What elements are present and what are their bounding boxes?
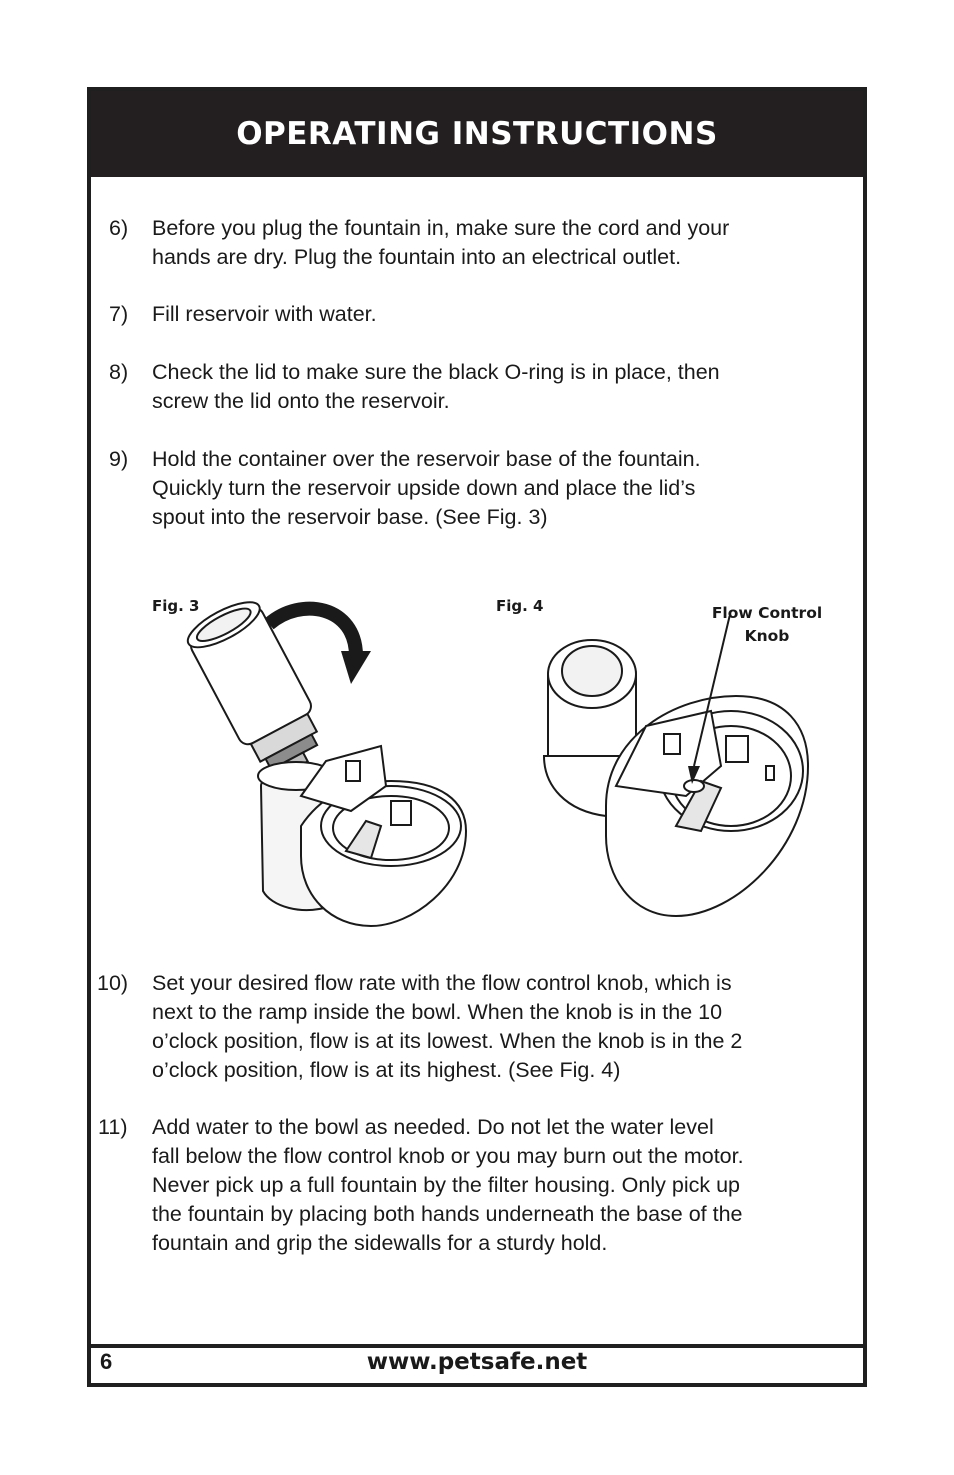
step-text: Add water to the bowl as needed. Do not let the water level fall below the flow control knob or you may burn out the motor. Never pick up a full fountain by the filter housing. Only pick up the fountain by placing both hands underneath the base of the fountain and grip the sidewalls for a sturdy hold. bbox=[152, 1115, 744, 1255]
step-number: 10) bbox=[97, 971, 129, 995]
step-text: Fill reservoir with water. bbox=[152, 302, 377, 326]
fig4-label: Fig. 4 bbox=[496, 597, 544, 615]
step-number: 8) bbox=[109, 360, 129, 384]
step-text: Check the lid to make sure the black O-ring is in place, then screw the lid onto the reservoir. bbox=[152, 360, 720, 413]
step-text: Hold the container over the reservoir base of the fountain. Quickly turn the reservoir upside down and place the lid’s spout into the reservoir base. (See Fig. 3) bbox=[152, 447, 701, 529]
website-url: www.petsafe.net bbox=[366, 1349, 588, 1375]
step-number: 7) bbox=[109, 302, 129, 326]
step-number: 11) bbox=[98, 1115, 128, 1139]
step-text: Before you plug the fountain in, make sure the cord and your hands are dry. Plug the fountain into an electrical outlet. bbox=[152, 216, 730, 269]
fountain-assembled-illustration bbox=[536, 616, 811, 936]
page-title: OPERATING INSTRUCTIONS bbox=[236, 116, 718, 152]
header-bar bbox=[91, 91, 863, 177]
fig3-label: Fig. 3 bbox=[152, 597, 200, 615]
footer-divider bbox=[91, 1344, 863, 1348]
page-frame bbox=[87, 87, 867, 1387]
fountain-reservoir-inverting-illustration bbox=[181, 596, 481, 936]
step-number: 9) bbox=[109, 447, 129, 471]
step-number: 6) bbox=[109, 216, 129, 240]
step-text: Set your desired flow rate with the flow control knob, which is next to the ramp inside the bowl. When the knob is in the 10 o’clock position, flow is at its lowest. When the knob is in the 2 o’clock position, flow is at its highest. (See Fig. 4) bbox=[152, 971, 743, 1082]
flow-control-knob-callout: Flow Control Knob bbox=[711, 604, 823, 645]
page-number: 6 bbox=[100, 1349, 113, 1374]
